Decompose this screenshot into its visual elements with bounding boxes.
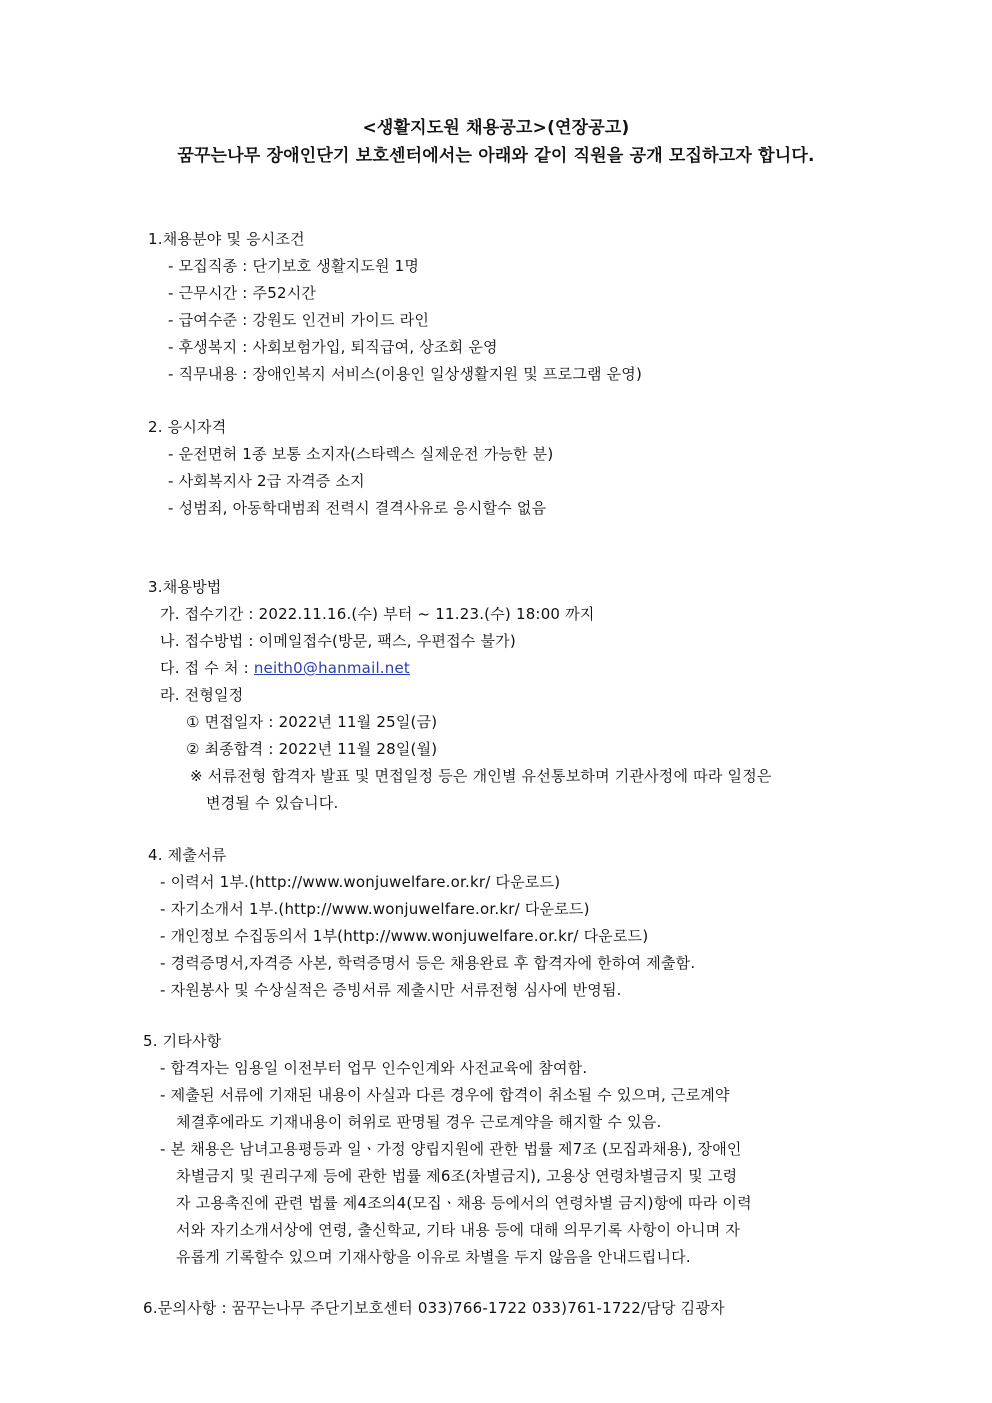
list-item: - 제출된 서류에 기재된 내용이 사실과 다른 경우에 합격이 취소될 수 있으며, 근로계약 (160, 1086, 730, 1104)
schedule-note-continued: 변경될 수 있습니다. (206, 794, 339, 812)
list-item: - 근무시간 : 주52시간 (168, 284, 317, 302)
schedule-note: ※ 서류전형 합격자 발표 및 면접일정 등은 개인별 유선통보하며 기관사정에 따라 일정은 (190, 767, 772, 785)
list-item-continued: 차별금지 및 권리구제 등에 관한 법률 제6조(차별금지), 고용상 연령차별금지 및 고령 (176, 1167, 738, 1185)
list-item: - 본 채용은 남녀고용평등과 일ㆍ가정 양립지원에 관한 법률 제7조 (모집과채용), 장애인 (160, 1140, 742, 1158)
application-period: 가. 접수기간 : 2022.11.16.(수) 부터 ~ 11.23.(수) 18:00 까지 (160, 605, 595, 623)
list-item: - 모집직종 : 단기보호 생활지도원 1명 (168, 257, 420, 275)
list-item: - 자원봉사 및 수상실적은 증빙서류 제출시만 서류전형 심사에 반영됨. (160, 981, 622, 999)
list-item: - 직무내용 : 장애인복지 서비스(이용인 일상생활지원 및 프로그램 운영) (168, 365, 643, 383)
list-item: - 운전면허 1종 보통 소지자(스타렉스 실제운전 가능한 분) (168, 445, 554, 463)
list-item-continued: 체결후에라도 기재내용이 허위로 판명될 경우 근로계약을 해지할 수 있음. (176, 1113, 662, 1131)
list-item: - 경력증명서,자격증 사본, 학력증명서 등은 채용완료 후 합격자에 한하여 제출함. (160, 954, 696, 972)
list-item: - 합격자는 임용일 이전부터 업무 인수인계와 사전교육에 참여함. (160, 1059, 588, 1077)
list-item-continued: 유롭게 기록할수 있으며 기재사항을 이유로 차별을 두지 않음을 안내드립니다. (176, 1248, 691, 1266)
list-item: - 성범죄, 아동학대범죄 전력시 결격사유로 응시할수 없음 (168, 499, 547, 517)
final-result-date: ② 최종합격 : 2022년 11월 28일(월) (186, 740, 438, 758)
contact-label: 다. 접 수 처 : (160, 659, 254, 677)
interview-date: ① 면접일자 : 2022년 11월 25일(금) (186, 713, 438, 731)
section-1-heading: 1.채용분야 및 응시조건 (148, 230, 305, 248)
list-item-continued: 자 고용촉진에 관련 법률 제4조의4(모집ㆍ채용 등에서의 연령차별 금지)항에 따라 이력 (176, 1194, 752, 1212)
contact-info: 6.문의사항 : 꿈꾸는나무 주단기보호센터 033)766-1722 033)761-1722/담당 김광자 (143, 1299, 725, 1317)
section-4-heading: 4. 제출서류 (148, 846, 227, 864)
application-contact (160, 658, 410, 678)
list-item: - 개인정보 수집동의서 1부(http://www.wonjuwelfare.or.kr/ 다운로드) (160, 927, 649, 945)
section-3-heading: 3.채용방법 (148, 578, 222, 596)
page-title: <생활지도원 채용공고>(연장공고) (362, 118, 630, 138)
list-item: - 자기소개서 1부.(http://www.wonjuwelfare.or.kr/ 다운로드) (160, 900, 590, 918)
section-5-heading: 5. 기타사항 (143, 1032, 222, 1050)
application-method: 나. 접수방법 : 이메일접수(방문, 팩스, 우편접수 불가) (160, 632, 516, 650)
section-2-heading: 2. 응시자격 (148, 418, 227, 436)
list-item-continued: 서와 자기소개서상에 연령, 출신학교, 기타 내용 등에 대해 의무기록 사항이 아니며 자 (176, 1221, 741, 1239)
list-item: - 이력서 1부.(http://www.wonjuwelfare.or.kr/ 다운로드) (160, 873, 561, 891)
page-subtitle: 꿈꾸는나무 장애인단기 보호센터에서는 아래와 같이 직원을 공개 모집하고자 합니다. (177, 146, 815, 166)
email-link[interactable]: neith0@hanmail.net (253, 659, 410, 677)
list-item: - 후생복지 : 사회보험가입, 퇴직급여, 상조회 운영 (168, 338, 498, 356)
list-item: - 사회복지사 2급 자격증 소지 (168, 472, 365, 490)
list-item: - 급여수준 : 강원도 인건비 가이드 라인 (168, 311, 430, 329)
schedule-heading: 라. 전형일정 (160, 686, 244, 704)
